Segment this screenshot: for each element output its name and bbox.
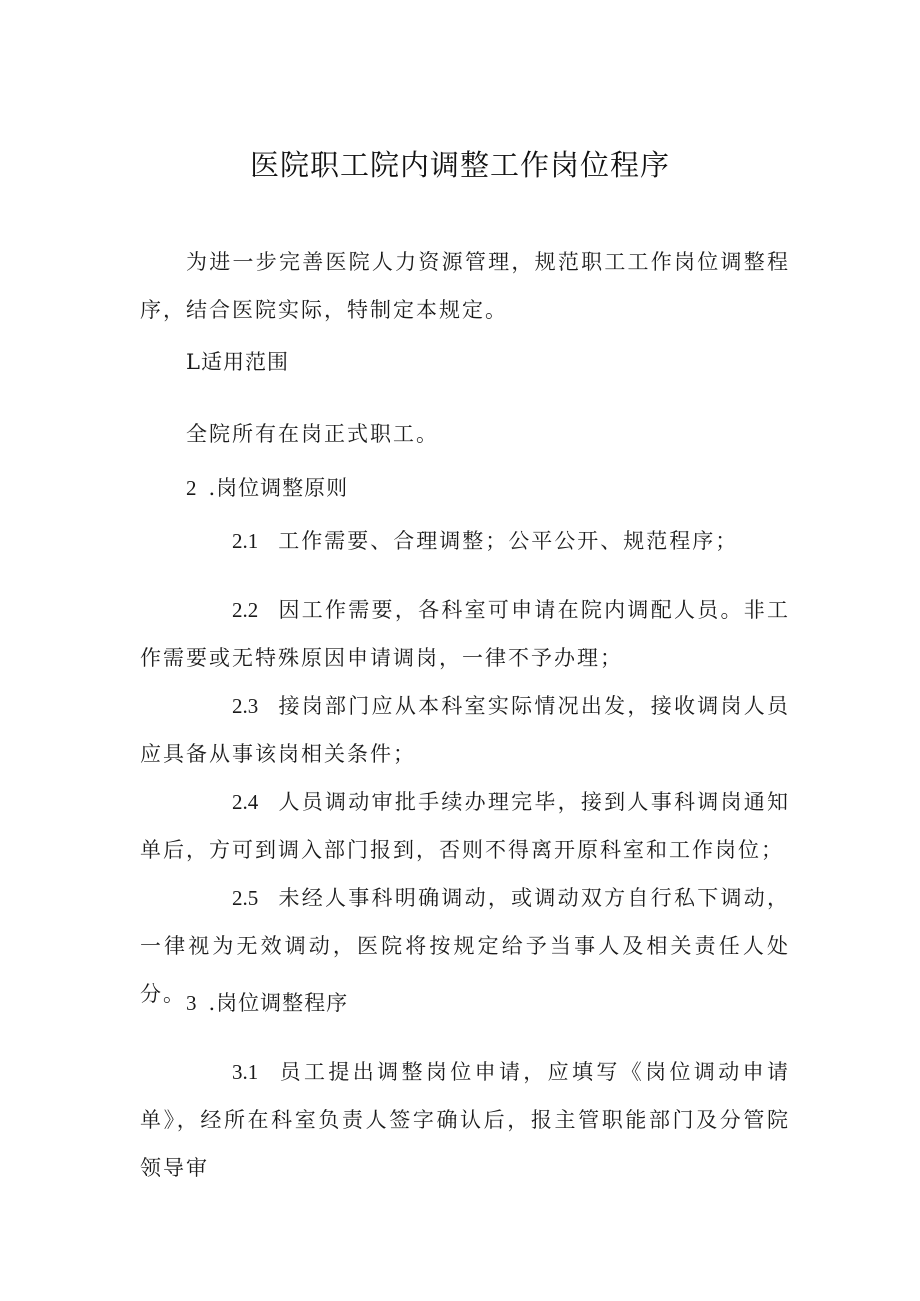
- section-3-heading-text: .岗位调整程序: [208, 991, 349, 1015]
- section-2-heading-text: .岗位调整原则: [208, 476, 349, 500]
- clause-2-2-number: 2.2: [232, 598, 259, 622]
- intro-paragraph: 为进一步完善医院人力资源管理，规范职工工作岗位调整程序，结合医院实际，特制定本规定。: [140, 250, 790, 322]
- clause-2-1-number: 2.1: [232, 529, 259, 553]
- section-3-number: 3: [186, 991, 197, 1015]
- clause-2-2: [140, 586, 790, 682]
- clause-2-1-text: 工作需要、合理调整；公平公开、规范程序；: [278, 529, 739, 553]
- section-2-number: 2: [186, 476, 197, 500]
- clause-3-1-number: 3.1: [232, 1060, 259, 1084]
- section-1-heading: L适用范围: [186, 350, 289, 374]
- section-3-heading: [140, 979, 790, 1027]
- clause-3-1: [140, 1048, 790, 1192]
- clause-2-2-text: 因工作需要，各科室可申请在院内调配人员。非工作需要或无特殊原因申请调岗，一律不予办理；: [140, 598, 790, 670]
- clause-2-1: [140, 517, 790, 565]
- clause-2-5-text: 未经人事科明确调动，或调动双方自行私下调动，一律视为无效调动，医院将按规定给予当事人及相关责任人处分。: [140, 886, 790, 1006]
- document-title: 医院职工院内调整工作岗位程序: [249, 148, 670, 182]
- clause-2-5-number: 2.5: [232, 886, 259, 910]
- clause-2-3: [140, 682, 790, 778]
- section-2-heading: [140, 464, 790, 512]
- clause-2-3-number: 2.3: [232, 694, 259, 718]
- clause-2-4-text: 人员调动审批手续办理完毕，接到人事科调岗通知单后，方可到调入部门报到，否则不得离开原科室和工作岗位；: [140, 790, 790, 862]
- clause-2-4-number: 2.4: [232, 790, 259, 814]
- clause-2-3-text: 接岗部门应从本科室实际情况出发，接收调岗人员应具备从事该岗相关条件；: [140, 694, 790, 766]
- clause-2-4: [140, 778, 790, 874]
- clause-3-1-text: 员工提出调整岗位申请，应填写《岗位调动申请单》，经所在科室负责人签字确认后，报主管职能部门及分管院领导审: [140, 1060, 790, 1180]
- section-1-body: 全院所有在岗正式职工。: [186, 422, 439, 446]
